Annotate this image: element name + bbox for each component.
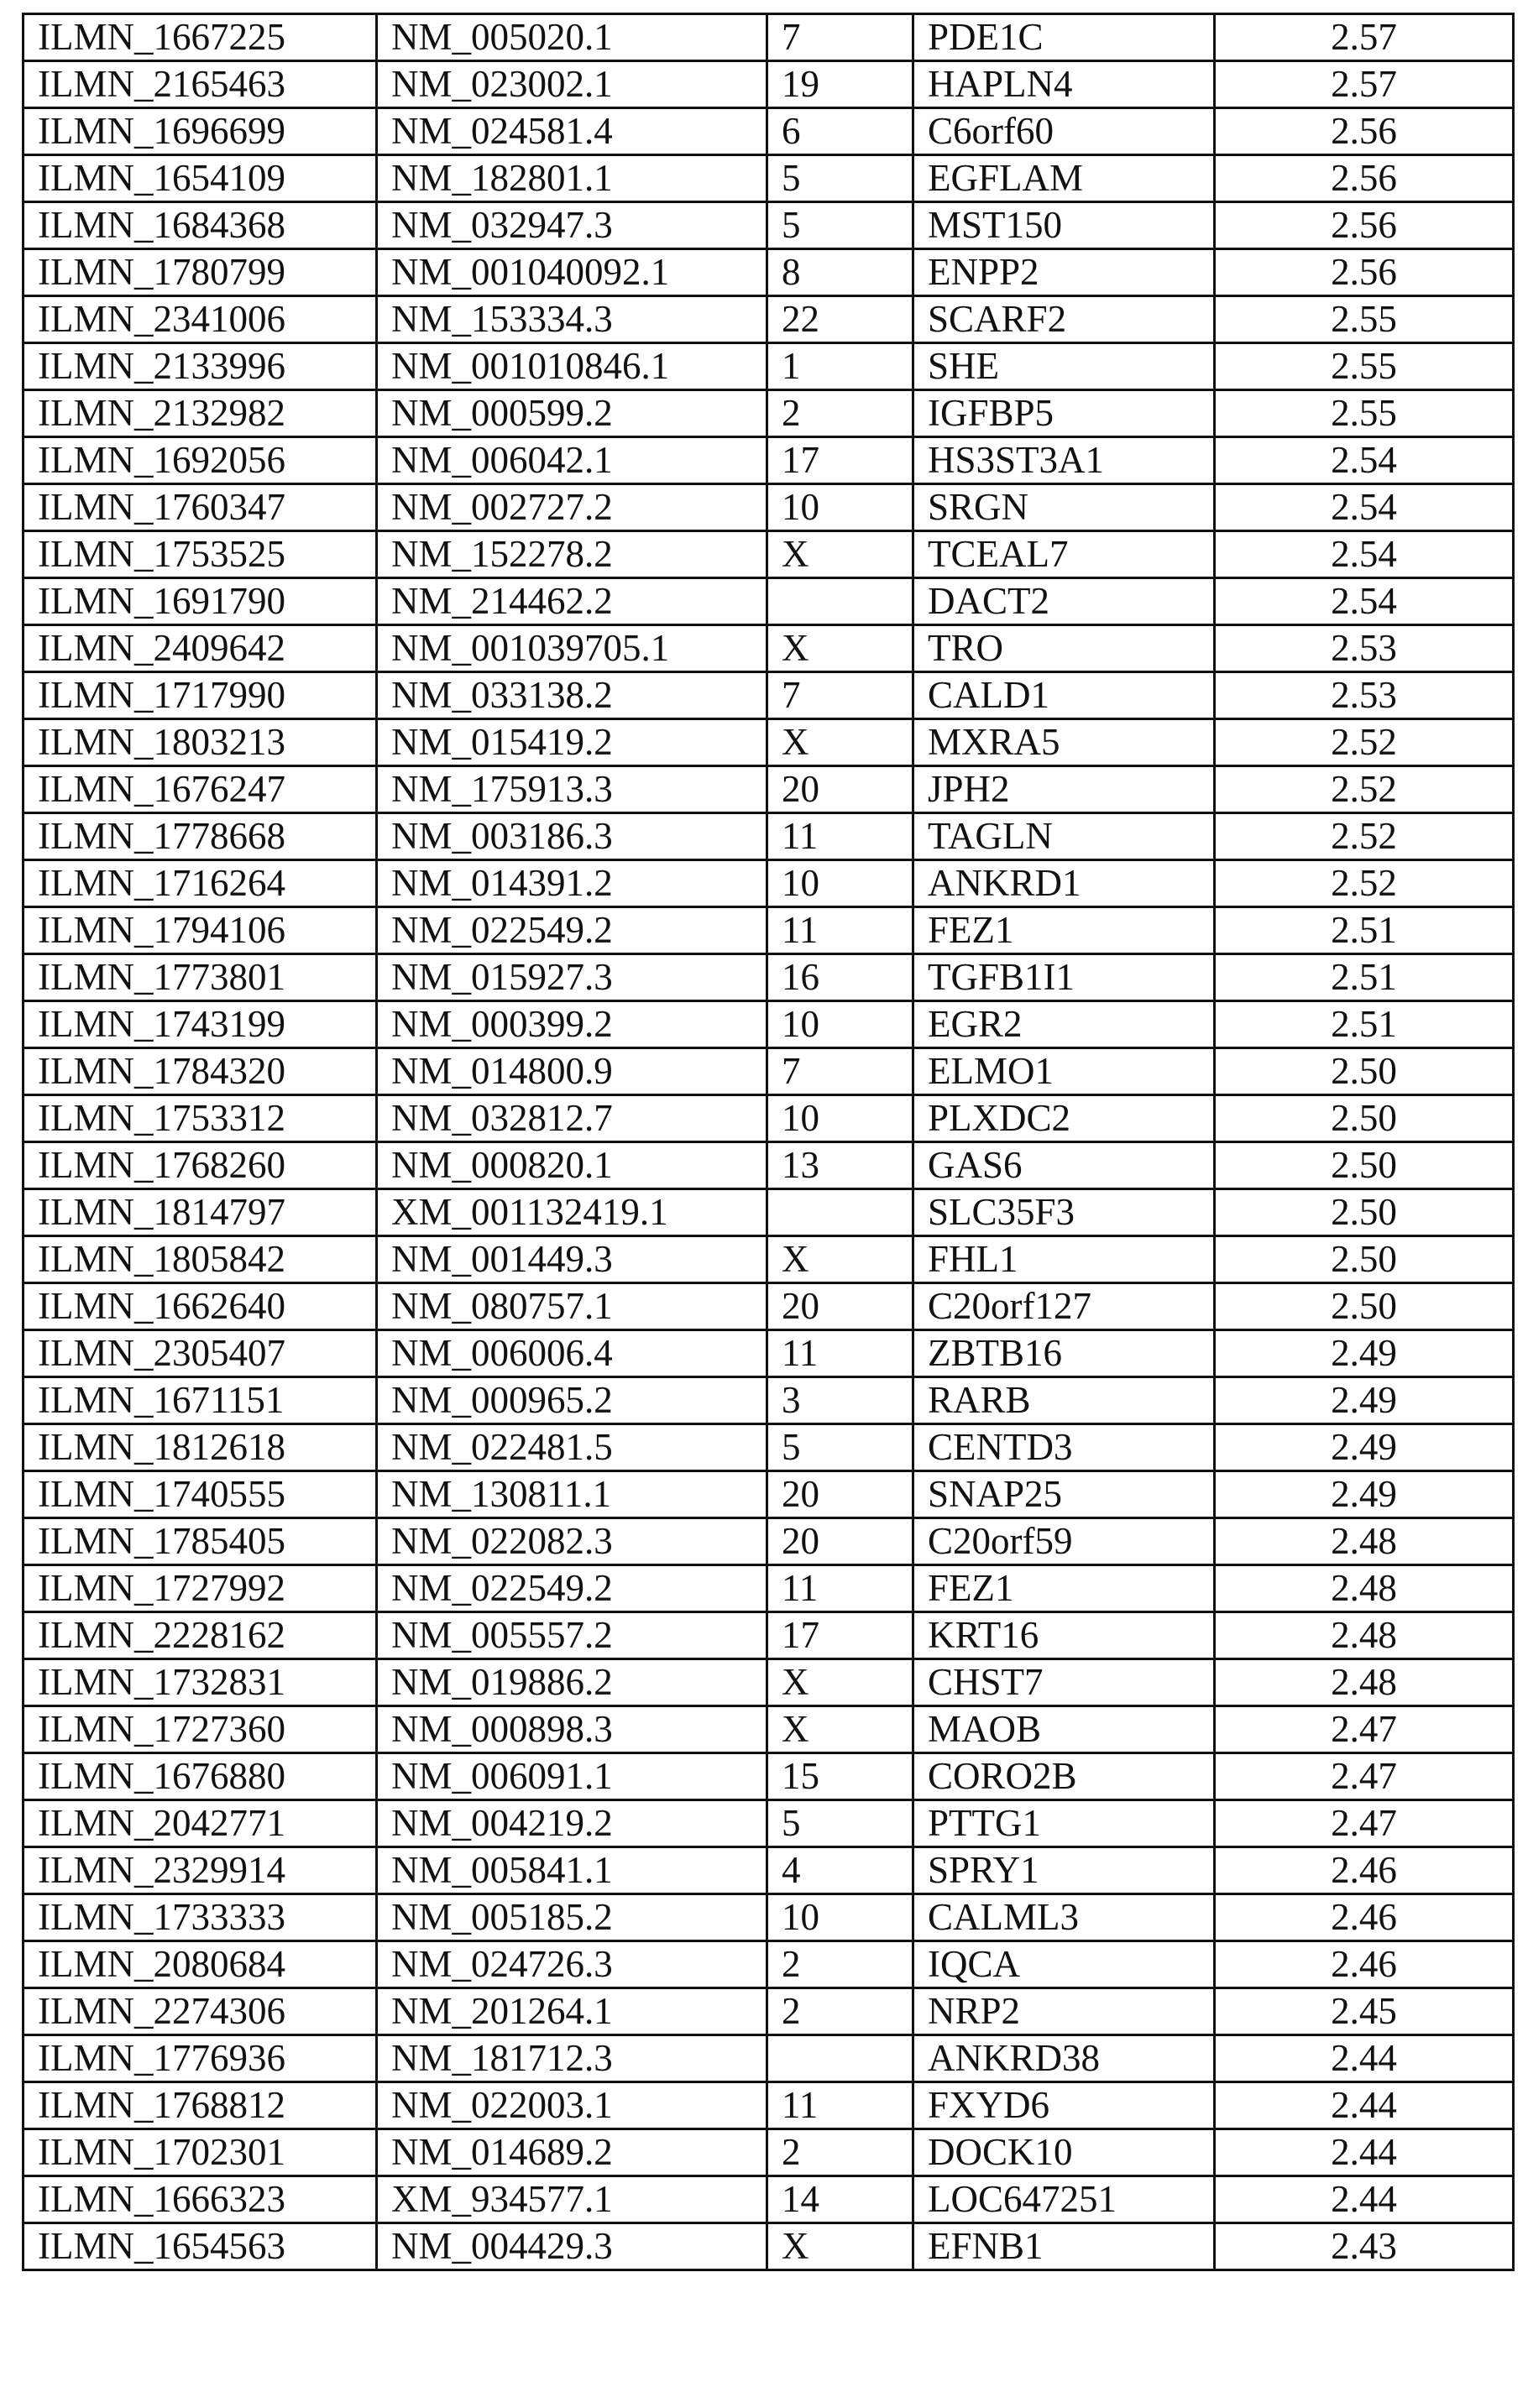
chromosome-cell: 5 — [767, 202, 913, 249]
fold-change-cell: 2.56 — [1215, 108, 1514, 155]
chromosome-cell: 8 — [767, 249, 913, 296]
table-row — [24, 1847, 1514, 1894]
probe-id-cell: ILMN_1727360 — [24, 1706, 377, 1753]
fold-change-cell: 2.51 — [1215, 954, 1514, 1001]
fold-change-cell: 2.47 — [1215, 1706, 1514, 1753]
fold-change-cell: 2.50 — [1215, 1095, 1514, 1142]
fold-change-cell: 2.54 — [1215, 484, 1514, 531]
fold-change-cell: 2.49 — [1215, 1424, 1514, 1471]
chromosome-cell: X — [767, 531, 913, 578]
gene-symbol-cell: SRGN — [913, 484, 1215, 531]
probe-id-cell: ILMN_1696699 — [24, 108, 377, 155]
fold-change-cell: 2.47 — [1215, 1800, 1514, 1847]
accession-cell: NM_182801.1 — [377, 155, 767, 202]
gene-symbol-cell: MST150 — [913, 202, 1215, 249]
fold-change-cell: 2.56 — [1215, 202, 1514, 249]
table-row — [24, 1800, 1514, 1847]
gene-symbol-cell: MAOB — [913, 1706, 1215, 1753]
gene-symbol-cell: C6orf60 — [913, 108, 1215, 155]
fold-change-cell: 2.55 — [1215, 343, 1514, 390]
gene-symbol-cell: EFNB1 — [913, 2223, 1215, 2270]
accession-cell: XM_001132419.1 — [377, 1189, 767, 1236]
gene-symbol-cell: PTTG1 — [913, 1800, 1215, 1847]
table-row — [24, 390, 1514, 437]
accession-cell: NM_000399.2 — [377, 1001, 767, 1048]
gene-symbol-cell: MXRA5 — [913, 719, 1215, 766]
table-row — [24, 1565, 1514, 1612]
probe-id-cell: ILMN_1753312 — [24, 1095, 377, 1142]
chromosome-cell: 10 — [767, 1894, 913, 1941]
table-row — [24, 484, 1514, 531]
fold-change-cell: 2.51 — [1215, 1001, 1514, 1048]
table-row — [24, 2223, 1514, 2270]
table-row — [24, 1001, 1514, 1048]
probe-id-cell: ILMN_1805842 — [24, 1236, 377, 1283]
chromosome-cell: X — [767, 1236, 913, 1283]
chromosome-cell: X — [767, 1706, 913, 1753]
fold-change-cell: 2.50 — [1215, 1142, 1514, 1189]
gene-symbol-cell: TGFB1I1 — [913, 954, 1215, 1001]
probe-id-cell: ILMN_2080684 — [24, 1941, 377, 1988]
fold-change-cell: 2.54 — [1215, 437, 1514, 484]
table-row — [24, 2082, 1514, 2129]
table-row — [24, 907, 1514, 954]
probe-id-cell: ILMN_1702301 — [24, 2129, 377, 2176]
probe-id-cell: ILMN_1667225 — [24, 14, 377, 61]
fold-change-cell: 2.52 — [1215, 766, 1514, 813]
table-row — [24, 1753, 1514, 1800]
fold-change-cell: 2.48 — [1215, 1565, 1514, 1612]
table-row — [24, 202, 1514, 249]
accession-cell: NM_152278.2 — [377, 531, 767, 578]
table-row — [24, 1095, 1514, 1142]
chromosome-cell — [767, 2035, 913, 2082]
probe-id-cell: ILMN_1814797 — [24, 1189, 377, 1236]
gene-symbol-cell: GAS6 — [913, 1142, 1215, 1189]
chromosome-cell: 13 — [767, 1142, 913, 1189]
gene-symbol-cell: ELMO1 — [913, 1048, 1215, 1095]
gene-symbol-cell: FXYD6 — [913, 2082, 1215, 2129]
fold-change-cell: 2.50 — [1215, 1189, 1514, 1236]
accession-cell: NM_201264.1 — [377, 1988, 767, 2035]
fold-change-cell: 2.46 — [1215, 1847, 1514, 1894]
fold-change-cell: 2.50 — [1215, 1236, 1514, 1283]
probe-id-cell: ILMN_1812618 — [24, 1424, 377, 1471]
chromosome-cell: 5 — [767, 1424, 913, 1471]
accession-cell: NM_000965.2 — [377, 1377, 767, 1424]
fold-change-cell: 2.56 — [1215, 249, 1514, 296]
gene-symbol-cell: SLC35F3 — [913, 1189, 1215, 1236]
table-row — [24, 1518, 1514, 1565]
fold-change-cell: 2.55 — [1215, 390, 1514, 437]
probe-id-cell: ILMN_2341006 — [24, 296, 377, 343]
table-row — [24, 1330, 1514, 1377]
gene-symbol-cell: EGR2 — [913, 1001, 1215, 1048]
chromosome-cell: 10 — [767, 1001, 913, 1048]
chromosome-cell: 7 — [767, 14, 913, 61]
table-row — [24, 61, 1514, 108]
gene-symbol-cell: FEZ1 — [913, 907, 1215, 954]
table-row — [24, 954, 1514, 1001]
chromosome-cell: 2 — [767, 390, 913, 437]
chromosome-cell: 20 — [767, 1518, 913, 1565]
probe-id-cell: ILMN_1785405 — [24, 1518, 377, 1565]
chromosome-cell: 7 — [767, 1048, 913, 1095]
accession-cell: NM_004219.2 — [377, 1800, 767, 1847]
accession-cell: NM_005557.2 — [377, 1612, 767, 1659]
fold-change-cell: 2.44 — [1215, 2082, 1514, 2129]
chromosome-cell: 17 — [767, 437, 913, 484]
accession-cell: NM_001039705.1 — [377, 625, 767, 672]
probe-id-cell: ILMN_2274306 — [24, 1988, 377, 2035]
accession-cell: NM_214462.2 — [377, 578, 767, 625]
accession-cell: NM_032947.3 — [377, 202, 767, 249]
gene-symbol-cell: FHL1 — [913, 1236, 1215, 1283]
table-row — [24, 1048, 1514, 1095]
table-row — [24, 531, 1514, 578]
gene-symbol-cell: CHST7 — [913, 1659, 1215, 1706]
probe-id-cell: ILMN_1768812 — [24, 2082, 377, 2129]
chromosome-cell: 11 — [767, 813, 913, 860]
probe-id-cell: ILMN_1691790 — [24, 578, 377, 625]
probe-id-cell: ILMN_1654563 — [24, 2223, 377, 2270]
gene-symbol-cell: SHE — [913, 343, 1215, 390]
gene-symbol-cell: SPRY1 — [913, 1847, 1215, 1894]
chromosome-cell: X — [767, 625, 913, 672]
table-row — [24, 2176, 1514, 2223]
table-row — [24, 1659, 1514, 1706]
chromosome-cell: 11 — [767, 2082, 913, 2129]
chromosome-cell: 16 — [767, 954, 913, 1001]
fold-change-cell: 2.48 — [1215, 1612, 1514, 1659]
accession-cell: NM_014800.9 — [377, 1048, 767, 1095]
table-row — [24, 249, 1514, 296]
gene-symbol-cell: TCEAL7 — [913, 531, 1215, 578]
gene-symbol-cell: ANKRD38 — [913, 2035, 1215, 2082]
fold-change-cell: 2.54 — [1215, 578, 1514, 625]
table-row — [24, 1706, 1514, 1753]
chromosome-cell: 10 — [767, 860, 913, 907]
accession-cell: NM_181712.3 — [377, 2035, 767, 2082]
table-row — [24, 437, 1514, 484]
probe-id-cell: ILMN_1733333 — [24, 1894, 377, 1941]
fold-change-cell: 2.57 — [1215, 14, 1514, 61]
gene-symbol-cell: JPH2 — [913, 766, 1215, 813]
gene-symbol-cell: HS3ST3A1 — [913, 437, 1215, 484]
accession-cell: NM_004429.3 — [377, 2223, 767, 2270]
fold-change-cell: 2.54 — [1215, 531, 1514, 578]
chromosome-cell: 11 — [767, 1565, 913, 1612]
table-row — [24, 766, 1514, 813]
gene-symbol-cell: NRP2 — [913, 1988, 1215, 2035]
probe-id-cell: ILMN_1743199 — [24, 1001, 377, 1048]
accession-cell: NM_014689.2 — [377, 2129, 767, 2176]
fold-change-cell: 2.56 — [1215, 155, 1514, 202]
gene-symbol-cell: CENTD3 — [913, 1424, 1215, 1471]
accession-cell: NM_000599.2 — [377, 390, 767, 437]
table-row — [24, 672, 1514, 719]
accession-cell: NM_003186.3 — [377, 813, 767, 860]
fold-change-cell: 2.52 — [1215, 813, 1514, 860]
chromosome-cell — [767, 1189, 913, 1236]
accession-cell: NM_005841.1 — [377, 1847, 767, 1894]
accession-cell: NM_019886.2 — [377, 1659, 767, 1706]
table-row — [24, 1189, 1514, 1236]
probe-id-cell: ILMN_1676880 — [24, 1753, 377, 1800]
chromosome-cell: 4 — [767, 1847, 913, 1894]
table-row — [24, 1377, 1514, 1424]
probe-id-cell: ILMN_1740555 — [24, 1471, 377, 1518]
fold-change-cell: 2.49 — [1215, 1471, 1514, 1518]
accession-cell: NM_033138.2 — [377, 672, 767, 719]
probe-id-cell: ILMN_1692056 — [24, 437, 377, 484]
gene-symbol-cell: PLXDC2 — [913, 1095, 1215, 1142]
chromosome-cell: 1 — [767, 343, 913, 390]
accession-cell: NM_080757.1 — [377, 1283, 767, 1330]
gene-symbol-cell: C20orf127 — [913, 1283, 1215, 1330]
gene-symbol-cell: HAPLN4 — [913, 61, 1215, 108]
fold-change-cell: 2.49 — [1215, 1330, 1514, 1377]
gene-symbol-cell: LOC647251 — [913, 2176, 1215, 2223]
probe-id-cell: ILMN_1676247 — [24, 766, 377, 813]
chromosome-cell: X — [767, 2223, 913, 2270]
chromosome-cell: X — [767, 1659, 913, 1706]
chromosome-cell: 3 — [767, 1377, 913, 1424]
probe-id-cell: ILMN_2165463 — [24, 61, 377, 108]
chromosome-cell: 20 — [767, 1283, 913, 1330]
probe-id-cell: ILMN_2228162 — [24, 1612, 377, 1659]
fold-change-cell: 2.48 — [1215, 1659, 1514, 1706]
probe-id-cell: ILMN_2132982 — [24, 390, 377, 437]
probe-id-cell: ILMN_1666323 — [24, 2176, 377, 2223]
chromosome-cell: 22 — [767, 296, 913, 343]
accession-cell: NM_022549.2 — [377, 1565, 767, 1612]
chromosome-cell: 5 — [767, 155, 913, 202]
gene-symbol-cell: SNAP25 — [913, 1471, 1215, 1518]
accession-cell: NM_175913.3 — [377, 766, 767, 813]
fold-change-cell: 2.47 — [1215, 1753, 1514, 1800]
probe-id-cell: ILMN_1671151 — [24, 1377, 377, 1424]
table-row — [24, 2035, 1514, 2082]
gene-symbol-cell: CALML3 — [913, 1894, 1215, 1941]
accession-cell: NM_023002.1 — [377, 61, 767, 108]
gene-symbol-cell: SCARF2 — [913, 296, 1215, 343]
chromosome-cell: 6 — [767, 108, 913, 155]
gene-table-body — [24, 14, 1514, 2270]
accession-cell: NM_000898.3 — [377, 1706, 767, 1753]
gene-symbol-cell: TAGLN — [913, 813, 1215, 860]
fold-change-cell: 2.57 — [1215, 61, 1514, 108]
fold-change-cell: 2.52 — [1215, 719, 1514, 766]
chromosome-cell: 15 — [767, 1753, 913, 1800]
fold-change-cell: 2.44 — [1215, 2129, 1514, 2176]
chromosome-cell: 14 — [767, 2176, 913, 2223]
probe-id-cell: ILMN_1717990 — [24, 672, 377, 719]
probe-id-cell: ILMN_1753525 — [24, 531, 377, 578]
accession-cell: NM_006091.1 — [377, 1753, 767, 1800]
accession-cell: NM_153334.3 — [377, 296, 767, 343]
accession-cell: NM_022082.3 — [377, 1518, 767, 1565]
table-row — [24, 719, 1514, 766]
fold-change-cell: 2.55 — [1215, 296, 1514, 343]
table-row — [24, 578, 1514, 625]
fold-change-cell: 2.53 — [1215, 625, 1514, 672]
table-row — [24, 1283, 1514, 1330]
chromosome-cell: 7 — [767, 672, 913, 719]
accession-cell: NM_006006.4 — [377, 1330, 767, 1377]
chromosome-cell: 20 — [767, 1471, 913, 1518]
accession-cell: NM_024726.3 — [377, 1941, 767, 1988]
probe-id-cell: ILMN_2133996 — [24, 343, 377, 390]
fold-change-cell: 2.51 — [1215, 907, 1514, 954]
chromosome-cell: 11 — [767, 1330, 913, 1377]
fold-change-cell: 2.45 — [1215, 1988, 1514, 2035]
fold-change-cell: 2.44 — [1215, 2176, 1514, 2223]
probe-id-cell: ILMN_1662640 — [24, 1283, 377, 1330]
chromosome-cell: 10 — [767, 484, 913, 531]
accession-cell: NM_032812.7 — [377, 1095, 767, 1142]
accession-cell: NM_001449.3 — [377, 1236, 767, 1283]
gene-table — [22, 13, 1515, 2271]
chromosome-cell: 19 — [767, 61, 913, 108]
gene-symbol-cell: FEZ1 — [913, 1565, 1215, 1612]
table-row — [24, 108, 1514, 155]
fold-change-cell: 2.44 — [1215, 2035, 1514, 2082]
gene-symbol-cell: ZBTB16 — [913, 1330, 1215, 1377]
table-row — [24, 1142, 1514, 1189]
chromosome-cell: 2 — [767, 1941, 913, 1988]
table-row — [24, 2129, 1514, 2176]
chromosome-cell: 20 — [767, 766, 913, 813]
fold-change-cell: 2.50 — [1215, 1283, 1514, 1330]
probe-id-cell: ILMN_1780799 — [24, 249, 377, 296]
accession-cell: NM_015419.2 — [377, 719, 767, 766]
accession-cell: NM_001040092.1 — [377, 249, 767, 296]
table-row — [24, 1612, 1514, 1659]
accession-cell: XM_934577.1 — [377, 2176, 767, 2223]
chromosome-cell — [767, 578, 913, 625]
fold-change-cell: 2.46 — [1215, 1894, 1514, 1941]
gene-symbol-cell: TRO — [913, 625, 1215, 672]
gene-symbol-cell: IGFBP5 — [913, 390, 1215, 437]
probe-id-cell: ILMN_1778668 — [24, 813, 377, 860]
gene-symbol-cell: EGFLAM — [913, 155, 1215, 202]
gene-symbol-cell: CORO2B — [913, 1753, 1215, 1800]
accession-cell: NM_130811.1 — [377, 1471, 767, 1518]
table-row — [24, 343, 1514, 390]
accession-cell: NM_001010846.1 — [377, 343, 767, 390]
probe-id-cell: ILMN_2409642 — [24, 625, 377, 672]
accession-cell: NM_022481.5 — [377, 1424, 767, 1471]
gene-symbol-cell: ANKRD1 — [913, 860, 1215, 907]
chromosome-cell: 2 — [767, 2129, 913, 2176]
fold-change-cell: 2.48 — [1215, 1518, 1514, 1565]
probe-id-cell: ILMN_2305407 — [24, 1330, 377, 1377]
gene-symbol-cell: C20orf59 — [913, 1518, 1215, 1565]
table-row — [24, 860, 1514, 907]
probe-id-cell: ILMN_2042771 — [24, 1800, 377, 1847]
chromosome-cell: 5 — [767, 1800, 913, 1847]
table-row — [24, 1941, 1514, 1988]
gene-symbol-cell: CALD1 — [913, 672, 1215, 719]
table-row — [24, 625, 1514, 672]
gene-symbol-cell: IQCA — [913, 1941, 1215, 1988]
gene-symbol-cell: PDE1C — [913, 14, 1215, 61]
fold-change-cell: 2.52 — [1215, 860, 1514, 907]
table-row — [24, 1988, 1514, 2035]
chromosome-cell: 11 — [767, 907, 913, 954]
probe-id-cell: ILMN_1654109 — [24, 155, 377, 202]
probe-id-cell: ILMN_2329914 — [24, 1847, 377, 1894]
probe-id-cell: ILMN_1716264 — [24, 860, 377, 907]
gene-symbol-cell: DACT2 — [913, 578, 1215, 625]
accession-cell: NM_022003.1 — [377, 2082, 767, 2129]
probe-id-cell: ILMN_1784320 — [24, 1048, 377, 1095]
accession-cell: NM_015927.3 — [377, 954, 767, 1001]
probe-id-cell: ILMN_1732831 — [24, 1659, 377, 1706]
chromosome-cell: 17 — [767, 1612, 913, 1659]
accession-cell: NM_005185.2 — [377, 1894, 767, 1941]
probe-id-cell: ILMN_1794106 — [24, 907, 377, 954]
gene-symbol-cell: RARB — [913, 1377, 1215, 1424]
gene-symbol-cell: ENPP2 — [913, 249, 1215, 296]
gene-symbol-cell: KRT16 — [913, 1612, 1215, 1659]
chromosome-cell: 10 — [767, 1095, 913, 1142]
fold-change-cell: 2.46 — [1215, 1941, 1514, 1988]
probe-id-cell: ILMN_1803213 — [24, 719, 377, 766]
table-row — [24, 1424, 1514, 1471]
table-row — [24, 1894, 1514, 1941]
accession-cell: NM_000820.1 — [377, 1142, 767, 1189]
accession-cell: NM_022549.2 — [377, 907, 767, 954]
chromosome-cell: 2 — [767, 1988, 913, 2035]
probe-id-cell: ILMN_1773801 — [24, 954, 377, 1001]
fold-change-cell: 2.53 — [1215, 672, 1514, 719]
accession-cell: NM_006042.1 — [377, 437, 767, 484]
probe-id-cell: ILMN_1760347 — [24, 484, 377, 531]
accession-cell: NM_005020.1 — [377, 14, 767, 61]
fold-change-cell: 2.49 — [1215, 1377, 1514, 1424]
gene-symbol-cell: DOCK10 — [913, 2129, 1215, 2176]
table-row — [24, 813, 1514, 860]
chromosome-cell: X — [767, 719, 913, 766]
fold-change-cell: 2.43 — [1215, 2223, 1514, 2270]
table-row — [24, 14, 1514, 61]
table-row — [24, 1236, 1514, 1283]
accession-cell: NM_014391.2 — [377, 860, 767, 907]
accession-cell: NM_024581.4 — [377, 108, 767, 155]
probe-id-cell: ILMN_1776936 — [24, 2035, 377, 2082]
accession-cell: NM_002727.2 — [377, 484, 767, 531]
probe-id-cell: ILMN_1727992 — [24, 1565, 377, 1612]
table-row — [24, 296, 1514, 343]
table-row — [24, 155, 1514, 202]
fold-change-cell: 2.50 — [1215, 1048, 1514, 1095]
probe-id-cell: ILMN_1684368 — [24, 202, 377, 249]
probe-id-cell: ILMN_1768260 — [24, 1142, 377, 1189]
table-row — [24, 1471, 1514, 1518]
